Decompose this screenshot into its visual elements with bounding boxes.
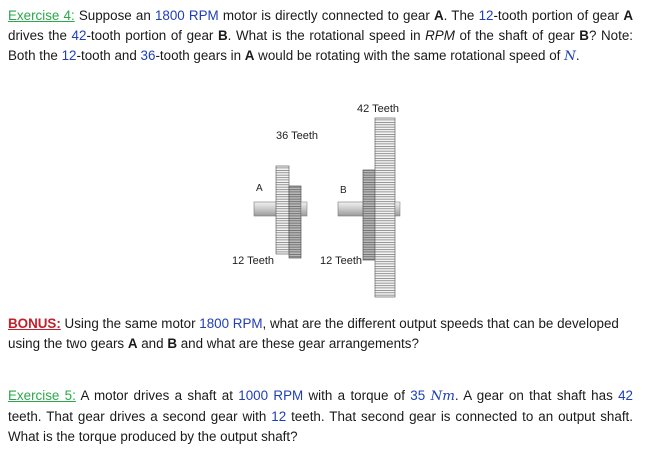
motor-speed: 1800 RPM: [154, 8, 219, 23]
gear-a-12-teeth: [289, 186, 301, 258]
gear-diagram: [220, 98, 420, 303]
torque-value: 35: [410, 388, 431, 403]
exercise-5-paragraph: Exercise 5: A motor drives a shaft at 1000 RPM with a torque of 35 Nm. A gear on that shaft has 42 teeth. That gear drives a second gear with 12 teeth. That second gear is connected to an output shaft. What is the torque produced by the output shaft?: [8, 388, 634, 444]
gear-b-42-teeth: [375, 118, 395, 297]
gear-figure: [220, 98, 420, 303]
bonus-heading: BONUS:: [8, 316, 61, 331]
label-gear-a: A: [256, 183, 263, 194]
bonus-paragraph: BONUS: Using the same motor 1800 RPM, what are the different output speeds that can be developed using the two gears A and B and what are these gear arrangements?: [8, 316, 619, 351]
gear-b-assembly: [338, 118, 400, 297]
bonus-motor-speed: 1800 RPM: [199, 316, 263, 331]
shaft-b: [338, 202, 366, 216]
label-12-teeth-right: 12 Teeth: [320, 255, 363, 267]
exercise-5-heading: Exercise 5:: [8, 388, 76, 403]
shaft-b-end: [395, 202, 400, 216]
gear-a-36-teeth: [276, 166, 289, 254]
label-42-teeth: 42 Teeth: [357, 103, 400, 115]
label-12-teeth-left: 12 Teeth: [232, 255, 275, 267]
shaft-a-end: [301, 202, 307, 216]
exercise-4-heading: Exercise 4:: [8, 8, 75, 23]
label-36-teeth: 36 Teeth: [276, 130, 319, 142]
variable-n: N: [564, 49, 576, 64]
shaft-speed: 1000 RPM: [238, 388, 304, 403]
gear-a-assembly: [254, 166, 307, 258]
exercise-4-paragraph: Exercise 4: Suppose an 1800 RPM motor is directly connected to gear A. The 12-tooth portion of gear A drives the 42-tooth portion of gear B. What is the rotational speed in RPM of the shaft of gear B? Note: Both the 12-tooth and 36-tooth gears in A would be rotating with the same rotational speed of N.: [8, 8, 633, 64]
label-gear-b: B: [340, 185, 347, 196]
gear-b-12-teeth: [363, 170, 375, 260]
torque-unit: Nm: [430, 389, 455, 404]
